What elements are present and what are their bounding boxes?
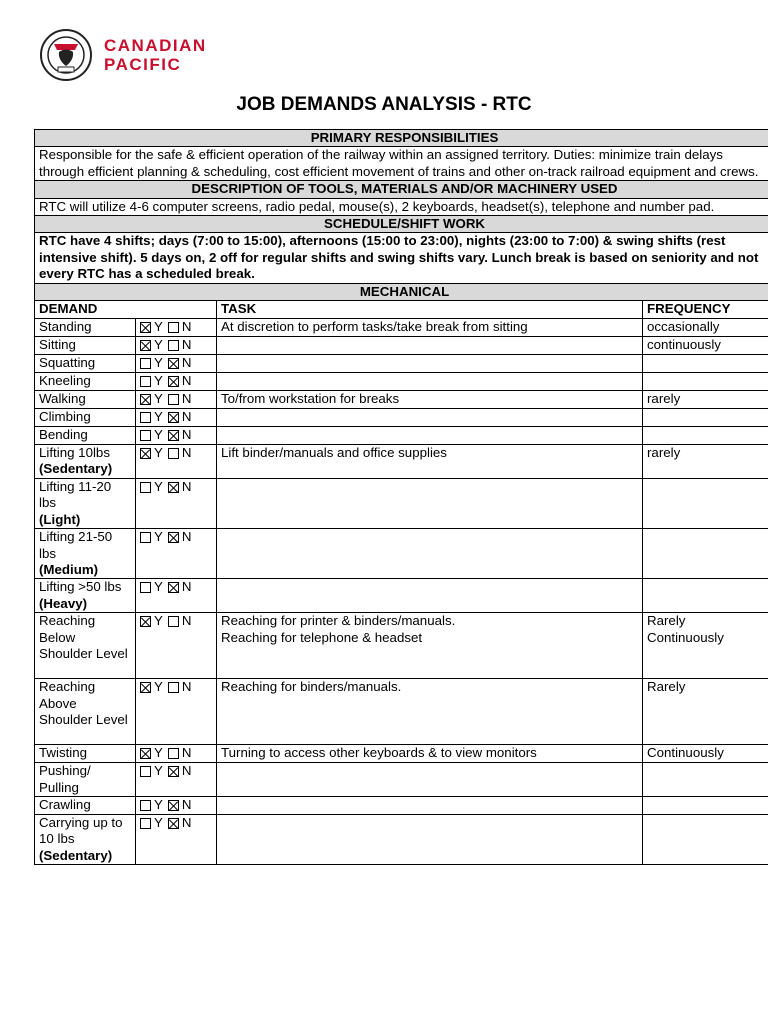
yes-checkbox[interactable]	[140, 766, 151, 777]
primary-responsibilities-heading: PRIMARY RESPONSIBILITIES	[35, 130, 768, 147]
no-label: N	[181, 814, 192, 830]
task-cell	[217, 478, 643, 528]
frequency-cell	[643, 391, 768, 409]
task-cell	[217, 679, 643, 745]
frequency-column-header: FREQUENCY	[643, 301, 768, 319]
primary-responsibilities-text: Responsible for the safe & efficient operation of the railway within an assigned territory. Duties: minimize train delays through efficient planning & scheduling, cost efficient movement of trains and other on-track railroad equipment and crews.	[35, 147, 768, 181]
yes-label: Y	[154, 679, 163, 695]
demand-label: Reaching Below Shoulder Level	[39, 613, 128, 661]
no-label: N	[181, 427, 192, 443]
no-label: N	[181, 478, 192, 494]
frequency-text: Rarely	[647, 613, 686, 629]
frequency-cell	[643, 796, 768, 814]
yes-label: Y	[154, 529, 163, 545]
no-checkbox[interactable]	[168, 412, 179, 423]
yes-label: Y	[154, 445, 163, 461]
yes-checkbox[interactable]	[140, 322, 151, 333]
yes-checkbox[interactable]	[140, 482, 151, 493]
company-logo	[40, 26, 240, 84]
demand-row	[35, 613, 768, 679]
schedule-text: RTC have 4 shifts; days (7:00 to 15:00), afternoons (15:00 to 23:00), nights (23:00 to 7:00) & swing shifts (rest intensive shift). 5 days on, 2 off for regular shifts and swing shifts vary. Lunch break is based on seniority and not every RTC has a scheduled break.	[35, 233, 768, 283]
demand-cell	[35, 579, 136, 613]
demand-cell	[35, 355, 136, 373]
yes-no-cell	[136, 529, 217, 579]
no-checkbox[interactable]	[168, 818, 179, 829]
tools-heading: DESCRIPTION OF TOOLS, MATERIALS AND/OR MACHINERY USED	[35, 181, 768, 198]
no-label: N	[181, 337, 192, 353]
demand-cell	[35, 679, 136, 745]
frequency-text: rarely	[647, 445, 681, 461]
frequency-cell	[643, 679, 768, 745]
demand-cell	[35, 796, 136, 814]
no-checkbox[interactable]	[168, 482, 179, 493]
no-label: N	[181, 373, 192, 389]
no-checkbox[interactable]	[168, 616, 179, 627]
yes-no-cell	[136, 355, 217, 373]
frequency-cell	[643, 613, 768, 679]
demand-category: (Light)	[39, 511, 81, 527]
demand-category: (Sedentary)	[39, 847, 113, 863]
yes-label: Y	[154, 796, 163, 812]
yes-label: Y	[154, 427, 163, 443]
no-checkbox[interactable]	[168, 748, 179, 759]
no-checkbox[interactable]	[168, 682, 179, 693]
demand-label: Climbing	[39, 409, 91, 425]
schedule-heading: SCHEDULE/SHIFT WORK	[35, 216, 768, 233]
yes-label: Y	[154, 763, 163, 779]
yes-checkbox[interactable]	[140, 430, 151, 441]
demand-row	[35, 409, 768, 427]
no-label: N	[181, 529, 192, 545]
demand-label: Reaching Above Shoulder Level	[39, 679, 128, 727]
demand-row	[35, 814, 768, 864]
task-cell	[217, 796, 643, 814]
yes-label: Y	[154, 391, 163, 407]
no-checkbox[interactable]	[168, 582, 179, 593]
yes-checkbox[interactable]	[140, 616, 151, 627]
yes-checkbox[interactable]	[140, 582, 151, 593]
frequency-text: Continuously	[647, 745, 724, 761]
yes-label: Y	[154, 373, 163, 389]
no-label: N	[181, 391, 192, 407]
demand-label: Carrying up to 10 lbs	[39, 814, 123, 847]
no-checkbox[interactable]	[168, 430, 179, 441]
no-label: N	[181, 745, 192, 761]
demand-cell	[35, 337, 136, 355]
demand-cell	[35, 409, 136, 427]
frequency-cell	[643, 745, 768, 763]
yes-checkbox[interactable]	[140, 394, 151, 405]
demand-cell	[35, 745, 136, 763]
yes-no-cell	[136, 445, 217, 479]
demand-cell	[35, 445, 136, 479]
frequency-cell	[643, 427, 768, 445]
demand-cell	[35, 529, 136, 579]
task-text-2: Reaching for telephone & headset	[221, 629, 423, 645]
frequency-cell	[643, 355, 768, 373]
yes-label: Y	[154, 409, 163, 425]
demand-row	[35, 745, 768, 763]
demand-label: Crawling	[39, 796, 91, 812]
demand-row	[35, 337, 768, 355]
yes-label: Y	[154, 745, 163, 761]
seal-icon	[40, 26, 92, 84]
brand-line-2: PACIFIC	[104, 55, 182, 74]
no-label: N	[181, 355, 192, 371]
demand-cell	[35, 613, 136, 679]
yes-checkbox[interactable]	[140, 818, 151, 829]
demand-cell	[35, 391, 136, 409]
demand-label: Kneeling	[39, 373, 91, 389]
no-label: N	[181, 579, 192, 595]
document-title: JOB DEMANDS ANALYSIS - RTC	[236, 94, 532, 115]
demand-label: Lifting 11-20 lbs	[39, 478, 112, 511]
demand-row	[35, 319, 768, 337]
yes-no-cell	[136, 478, 217, 528]
demand-row	[35, 391, 768, 409]
no-label: N	[181, 445, 192, 461]
task-cell	[217, 814, 643, 864]
yes-checkbox[interactable]	[140, 358, 151, 369]
mechanical-heading: MECHANICAL	[35, 283, 768, 300]
frequency-cell	[643, 478, 768, 528]
demand-cell	[35, 814, 136, 864]
demand-cell	[35, 427, 136, 445]
yes-no-cell	[136, 579, 217, 613]
yes-checkbox[interactable]	[140, 748, 151, 759]
task-text: Lift binder/manuals and office supplies	[221, 445, 447, 461]
demand-row	[35, 478, 768, 528]
no-checkbox[interactable]	[168, 800, 179, 811]
no-label: N	[181, 613, 192, 629]
task-cell	[217, 529, 643, 579]
demand-label: Sitting	[39, 337, 76, 353]
yes-no-cell	[136, 796, 217, 814]
brand-line-1: CANADIAN	[104, 36, 207, 55]
demand-cell	[35, 319, 136, 337]
no-checkbox[interactable]	[168, 394, 179, 405]
demand-label: Lifting 21-50 lbs	[39, 529, 113, 561]
yes-label: Y	[154, 478, 163, 494]
yes-no-cell	[136, 319, 217, 337]
task-text: Reaching for binders/manuals.	[221, 679, 402, 695]
no-checkbox[interactable]	[168, 766, 179, 777]
yes-no-cell	[136, 679, 217, 745]
frequency-text: rarely	[647, 391, 681, 407]
no-checkbox[interactable]	[168, 340, 179, 351]
yes-label: Y	[154, 355, 163, 371]
frequency-text: continuously	[647, 337, 721, 353]
yes-no-cell	[136, 391, 217, 409]
yes-label: Y	[154, 814, 163, 830]
task-cell	[217, 427, 643, 445]
demand-cell	[35, 478, 136, 528]
task-cell	[217, 373, 643, 391]
yes-checkbox[interactable]	[140, 532, 151, 543]
yes-checkbox[interactable]	[140, 340, 151, 351]
demand-row	[35, 579, 768, 613]
no-label: N	[181, 679, 192, 695]
demand-category: (Medium)	[39, 561, 99, 577]
yes-checkbox[interactable]	[140, 800, 151, 811]
task-cell	[217, 409, 643, 427]
no-checkbox[interactable]	[168, 322, 179, 333]
yes-no-cell	[136, 745, 217, 763]
yes-label: Y	[154, 337, 163, 353]
demand-column-header: DEMAND	[35, 301, 217, 319]
tools-text: RTC will utilize 4-6 computer screens, radio pedal, mouse(s), 2 keyboards, headset(s), telephone and number pad.	[35, 198, 768, 215]
demand-row	[35, 355, 768, 373]
demand-category: (Sedentary)	[39, 461, 113, 477]
demand-row	[35, 763, 768, 797]
demand-row	[35, 679, 768, 745]
yes-label: Y	[154, 319, 163, 335]
yes-checkbox[interactable]	[140, 682, 151, 693]
frequency-cell	[643, 409, 768, 427]
frequency-cell	[643, 814, 768, 864]
task-cell	[217, 445, 643, 479]
demand-label: Bending	[39, 427, 88, 443]
no-checkbox[interactable]	[168, 448, 179, 459]
demand-label: Squatting	[39, 355, 96, 371]
frequency-cell	[643, 579, 768, 613]
task-cell	[217, 319, 643, 337]
demand-label: Lifting >50 lbs	[39, 579, 122, 595]
demand-category: (Heavy)	[39, 595, 88, 611]
no-label: N	[181, 796, 192, 812]
task-cell	[217, 613, 643, 679]
no-label: N	[181, 319, 192, 335]
yes-no-cell	[136, 613, 217, 679]
frequency-text: Rarely	[647, 679, 686, 695]
yes-label: Y	[154, 613, 163, 629]
no-checkbox[interactable]	[168, 376, 179, 387]
demand-label: Walking	[39, 391, 86, 407]
yes-no-cell	[136, 427, 217, 445]
task-cell	[217, 391, 643, 409]
job-demands-table	[34, 129, 768, 865]
demand-cell	[35, 763, 136, 797]
task-cell	[217, 337, 643, 355]
yes-checkbox[interactable]	[140, 412, 151, 423]
demand-row	[35, 445, 768, 479]
demand-label: Pushing/ Pulling	[39, 763, 91, 795]
frequency-text: occasionally	[647, 319, 720, 335]
yes-no-cell	[136, 337, 217, 355]
demand-label: Lifting 10lbs	[39, 445, 110, 461]
frequency-cell	[643, 445, 768, 479]
yes-no-cell	[136, 373, 217, 391]
no-label: N	[181, 763, 192, 779]
no-checkbox[interactable]	[168, 358, 179, 369]
demand-row	[35, 373, 768, 391]
frequency-cell	[643, 319, 768, 337]
task-text: To/from workstation for breaks	[221, 391, 400, 407]
demand-row	[35, 427, 768, 445]
task-cell	[217, 579, 643, 613]
brand-name	[104, 36, 207, 74]
no-checkbox[interactable]	[168, 532, 179, 543]
demand-label: Standing	[39, 319, 92, 335]
demand-cell	[35, 373, 136, 391]
demand-row	[35, 796, 768, 814]
frequency-cell	[643, 373, 768, 391]
demand-row	[35, 529, 768, 579]
yes-checkbox[interactable]	[140, 448, 151, 459]
yes-no-cell	[136, 763, 217, 797]
frequency-text-2: Continuously	[647, 629, 724, 645]
task-cell	[217, 745, 643, 763]
yes-no-cell	[136, 409, 217, 427]
yes-checkbox[interactable]	[140, 376, 151, 387]
no-label: N	[181, 409, 192, 425]
demand-label: Twisting	[39, 745, 88, 761]
task-text: At discretion to perform tasks/take break from sitting	[221, 319, 528, 335]
frequency-cell	[643, 529, 768, 579]
task-column-header: TASK	[217, 301, 643, 319]
task-cell	[217, 763, 643, 797]
task-text: Reaching for printer & binders/manuals.	[221, 613, 456, 629]
frequency-cell	[643, 337, 768, 355]
yes-no-cell	[136, 814, 217, 864]
task-text: Turning to access other keyboards & to view monitors	[221, 745, 537, 761]
yes-label: Y	[154, 579, 163, 595]
task-cell	[217, 355, 643, 373]
frequency-cell	[643, 763, 768, 797]
